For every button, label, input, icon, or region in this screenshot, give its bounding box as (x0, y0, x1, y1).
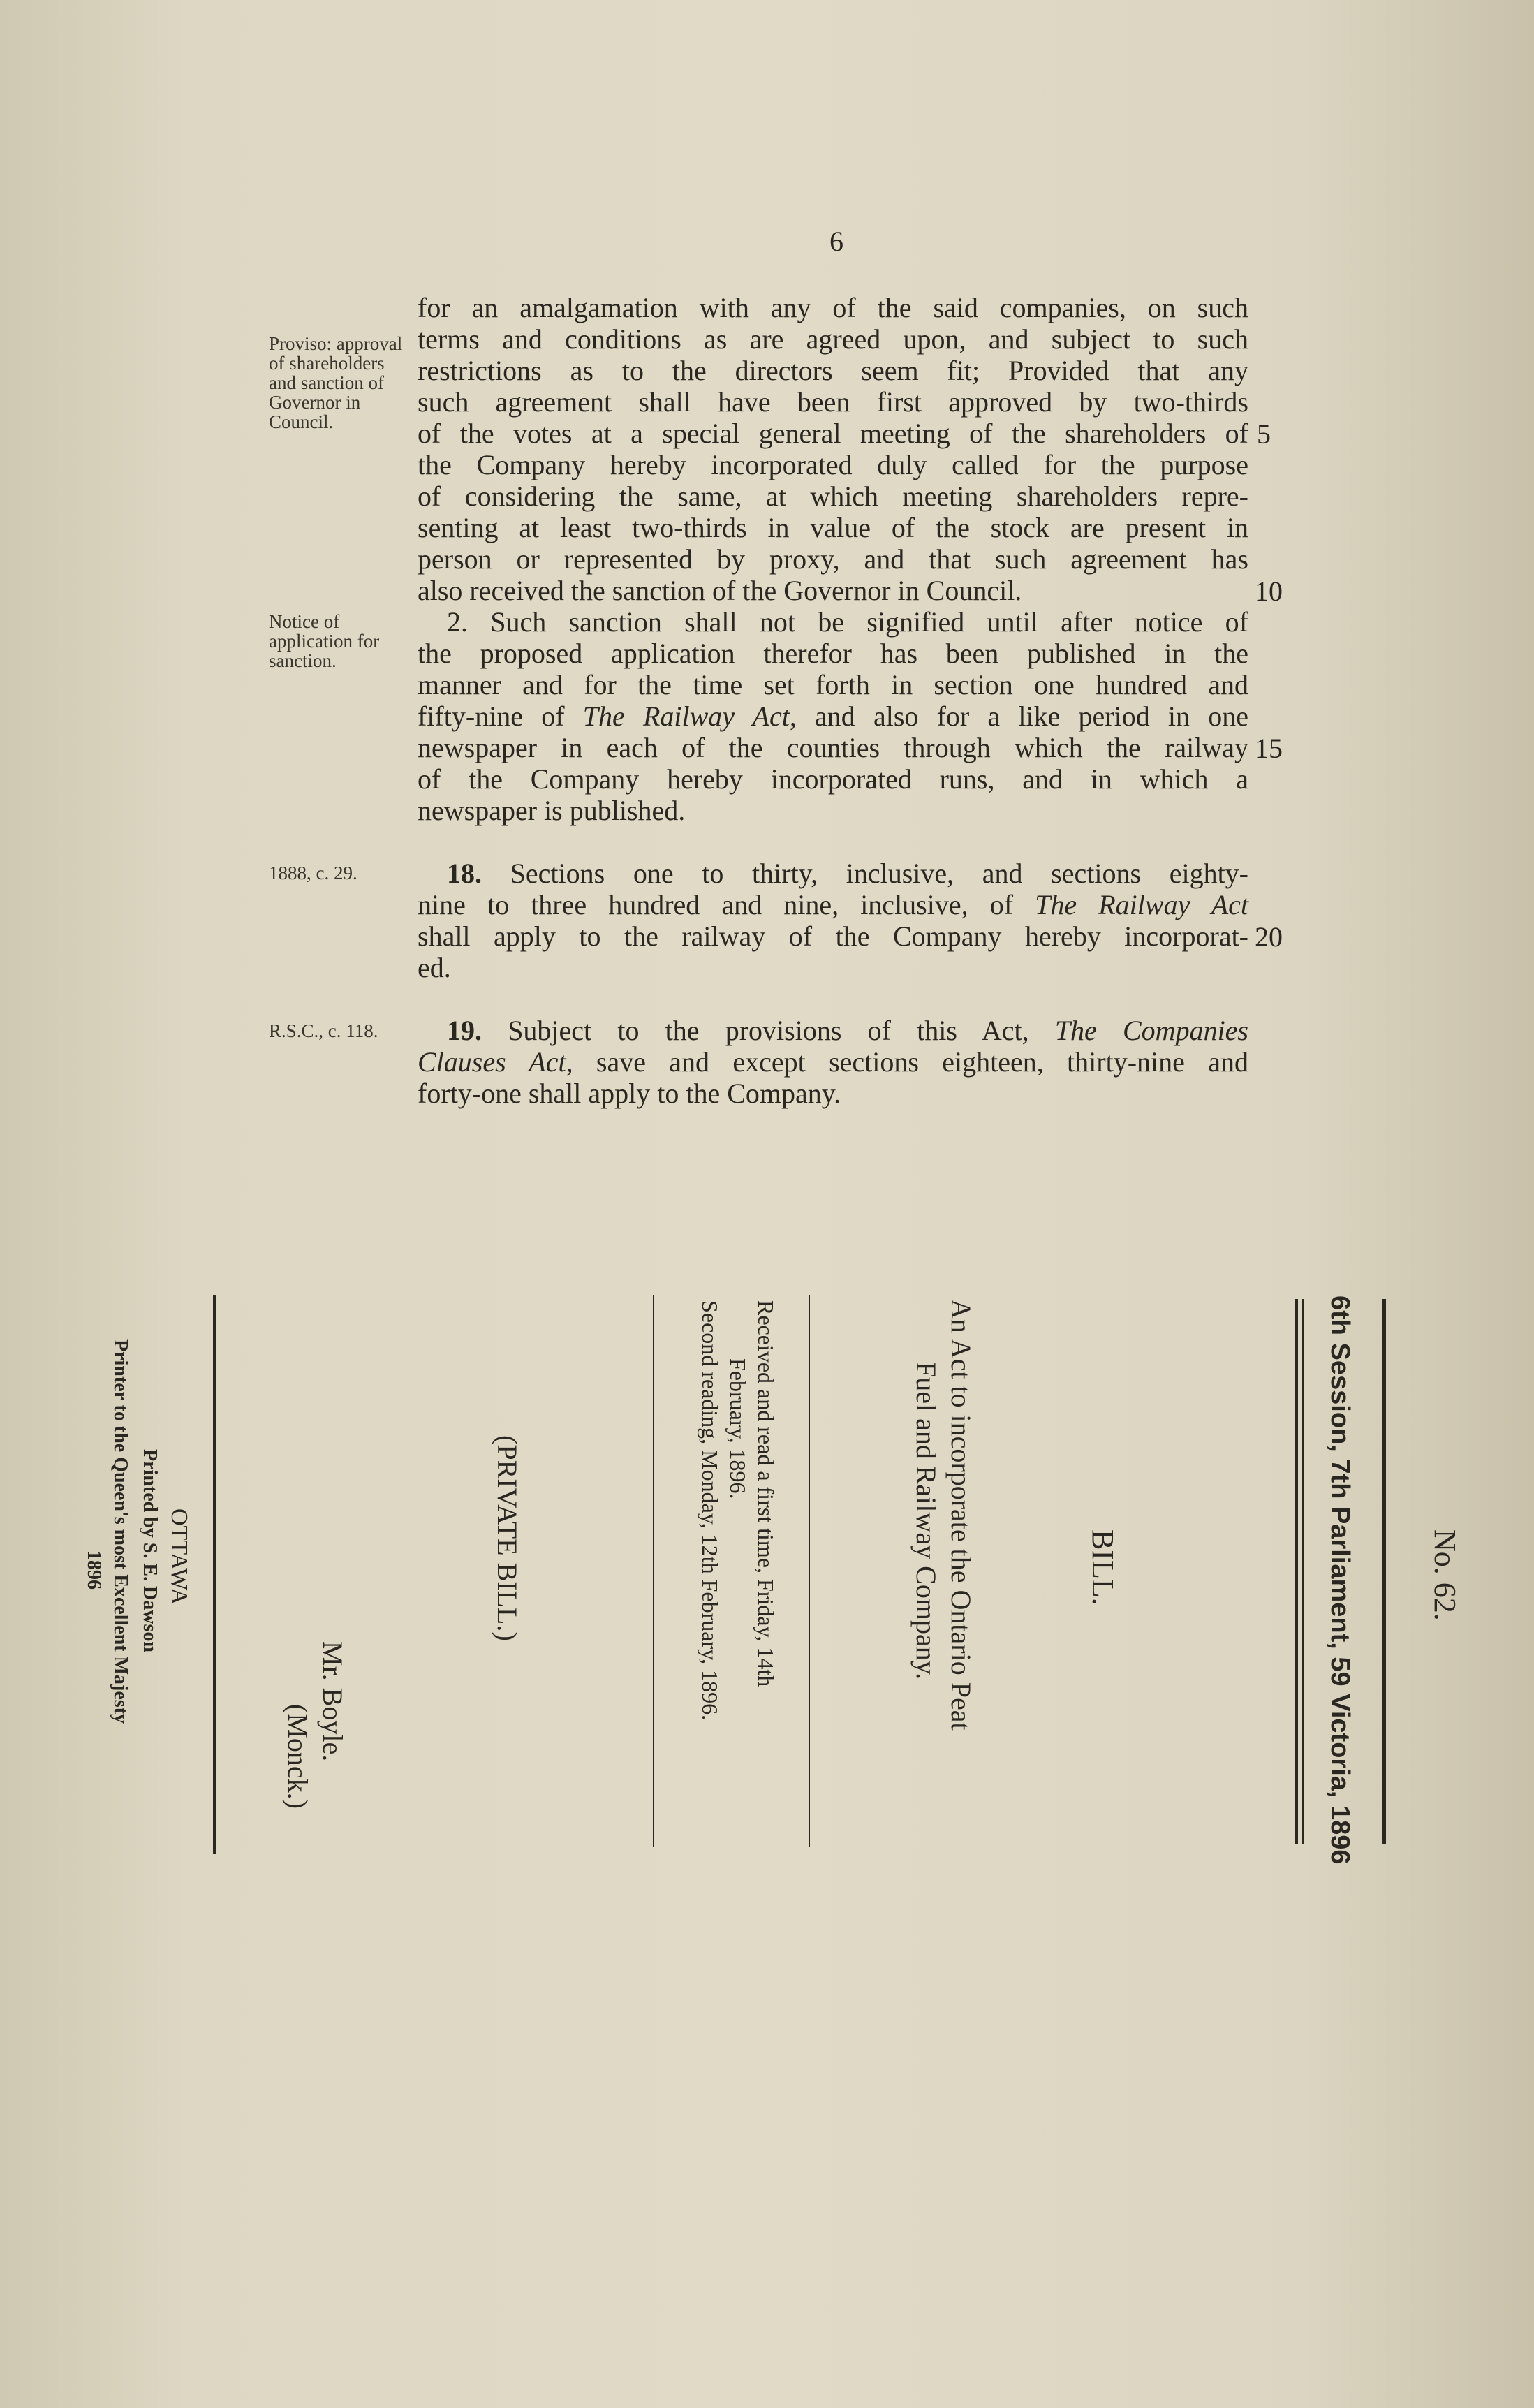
rule-thick (213, 1295, 216, 1854)
text-fragment: , and also for a like period in one (789, 700, 1248, 732)
page-number: 6 (829, 226, 843, 257)
bill-label: BILL. (1086, 1529, 1120, 1606)
text-line (418, 858, 1248, 889)
bill-number: No. 62. (1428, 1529, 1462, 1621)
text-line: also received the sanction of the Governor in Council. (418, 575, 1022, 606)
text-line: senting at least two-thirds in value of the stock are present in (418, 512, 1248, 543)
text-line: forty-one shall apply to the Company. (418, 1078, 841, 1109)
line-number: 10 (1255, 575, 1283, 607)
text-line (418, 889, 1248, 920)
text-fragment: fifty-nine of (418, 700, 583, 732)
bill-title-line: Fuel and Railway Company. (910, 1362, 942, 1680)
text-line: of the votes at a special general meeting of the shareholders of (418, 418, 1248, 449)
reading-note: Received and read a first time, Friday, 14th (753, 1300, 779, 1687)
act-title: The Railway Act (1035, 889, 1249, 920)
section-number: 18. (447, 858, 482, 889)
margin-note-s19: R.S.C., c. 118. (269, 1020, 378, 1041)
text-line: the Company hereby incorporated duly called for the purpose (418, 449, 1248, 480)
line-number: 20 (1255, 921, 1283, 953)
reading-note: Second reading, Monday, 12th February, 1896. (698, 1300, 723, 1721)
text-line: for an amalgamation with any of the said companies, on such (418, 292, 1248, 323)
section-17-text (418, 292, 1248, 606)
text-line (418, 1015, 1248, 1046)
margin-note-proviso: Proviso: approval of shareholders and sanction of Governor in Council. (269, 333, 403, 432)
rule-double (1302, 1299, 1304, 1844)
imprint-city: OTTAWA (166, 1508, 192, 1606)
text-line: newspaper in each of the counties through which the railway (418, 732, 1248, 763)
text-line: restrictions as to the directors seem fit; Provided that any (418, 355, 1248, 386)
text-line: terms and conditions as are agreed upon, and subject to such (418, 323, 1248, 355)
rule-thick (1382, 1299, 1386, 1844)
section-number: 19. (447, 1015, 482, 1046)
line-number: 15 (1255, 733, 1283, 764)
text-fragment: Sections one to thirty, inclusive, and sections eighty- (482, 858, 1248, 889)
imprint-year: 1896 (83, 1550, 105, 1590)
text-line: manner and for the time set forth in section one hundred and (418, 669, 1248, 700)
margin-note-notice: Notice of application for sanction. (269, 611, 380, 671)
act-title: Clauses Act (418, 1046, 566, 1078)
text-fragment: Subject to the provisions of this Act, (482, 1015, 1055, 1046)
reading-note: February, 1896. (725, 1358, 751, 1499)
text-line: of the Company hereby incorporated runs, and in which a (418, 763, 1248, 795)
text-fragment: nine to three hundred and nine, inclusive, of (418, 889, 1035, 920)
margin-note-s18: 1888, c. 29. (269, 862, 357, 883)
section-19-text (418, 1015, 1248, 1109)
rule-thin (653, 1295, 654, 1847)
act-title: The Companies (1054, 1015, 1248, 1046)
text-line: the proposed application therefor has been published in the (418, 638, 1248, 669)
text-fragment: , save and except sections eighteen, thirty-nine and (566, 1046, 1248, 1078)
rule-double (1295, 1299, 1298, 1844)
act-title: The Railway Act (582, 700, 790, 732)
text-line: shall apply to the railway of the Company hereby incorporat- (418, 920, 1248, 952)
text-line: 2. Such sanction shall not be signified until after notice of (447, 606, 1248, 638)
text-line: ed. (418, 952, 451, 983)
bill-title-line: An Act to incorporate the Ontario Peat (945, 1299, 977, 1731)
subsection-2-text (418, 606, 1248, 826)
text-line (418, 700, 1248, 732)
line-number: 5 (1257, 418, 1271, 450)
session-line: 6th Session, 7th Parliament, 59 Victoria, 1896 (1325, 1295, 1355, 1865)
imprint-printer: Printed by S. E. Dawson (139, 1449, 161, 1652)
private-bill-label: (PRIVATE BILL.) (492, 1435, 523, 1641)
text-line: newspaper is published. (418, 795, 686, 826)
section-18-text (418, 858, 1248, 983)
imprint-printer-title: Printer to the Queen's most Excellent Majesty (110, 1339, 131, 1724)
text-line: such agreement shall have been first approved by two-thirds (418, 386, 1248, 418)
text-line: person or represented by proxy, and that such agreement has (418, 543, 1248, 575)
member-name: Mr. Boyle. (317, 1641, 348, 1762)
text-line: of considering the same, at which meeting shareholders repre- (418, 480, 1248, 512)
rule-thin (809, 1295, 810, 1847)
member-riding: (Monck.) (282, 1704, 314, 1809)
text-line (418, 1046, 1248, 1078)
